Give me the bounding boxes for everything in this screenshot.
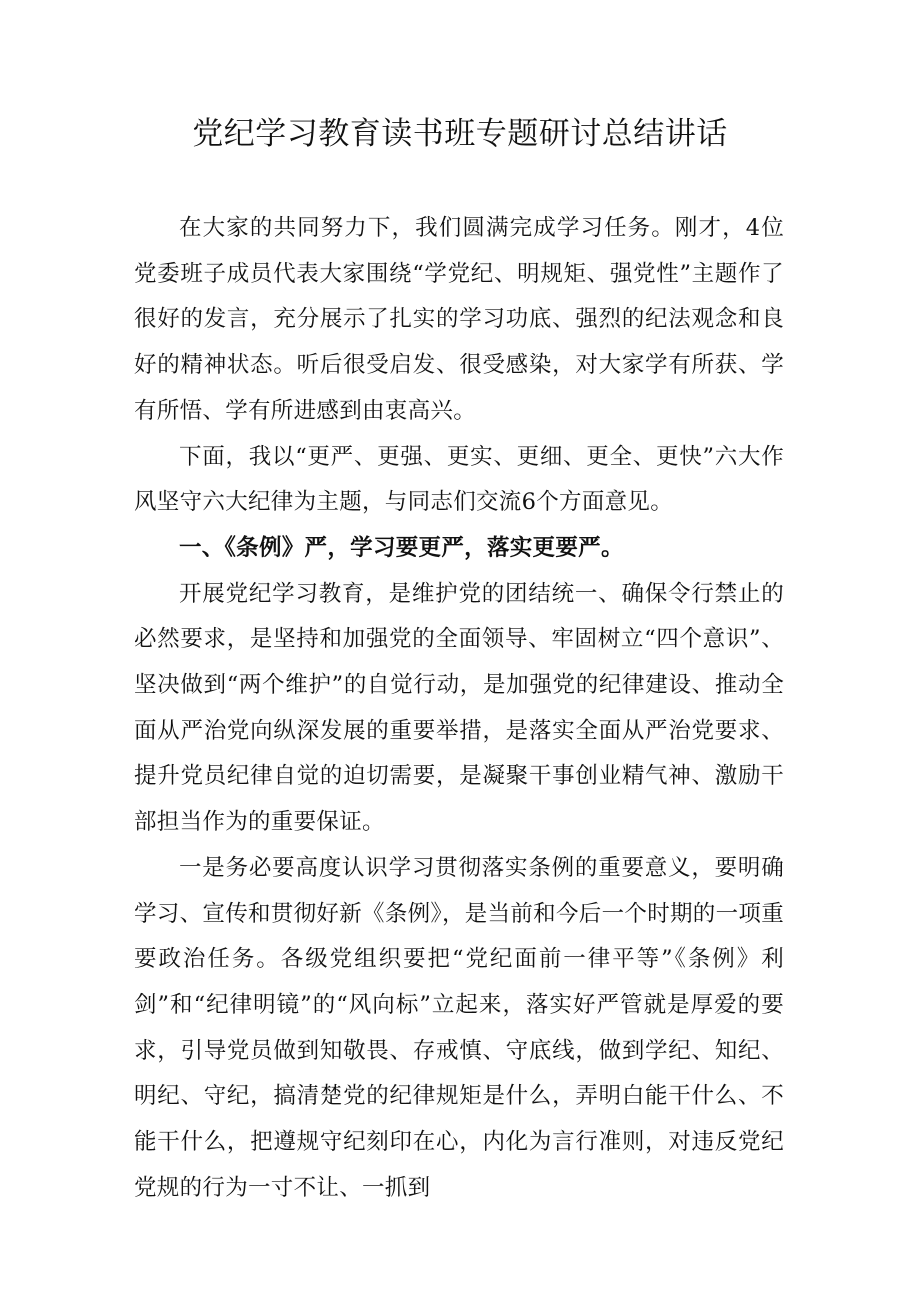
section-paragraph-1: 开展党纪学习教育，是维护党的团结统一、确保令行禁止的必然要求，是坚持和加强党的全面领导、牢固树立“四个意识”、坚决做到“两个维护”的自觉行动，是加强党的纪律建设、推动全面从严治党向纵深发展的重要举措，是落实全面从严治党要求、提升党员纪律自觉的迫切需要，是凝聚干事创业精气神、激励干部担当作为的重要保证。: [134, 580, 784, 836]
section-heading-1: 一、《条例》严，学习要更严，落实更要严。: [179, 534, 624, 561]
intro-paragraph-2: 下面，我以“更严、更强、更实、更细、更全、更快”六大作风坚守六大纪律为主题，与同志们交流6个方面意见。: [134, 443, 784, 516]
document-body: [134, 206, 784, 1211]
section-paragraph-2: 一是务必要高度认识学习贯彻落实条例的重要意义，要明确学习、宣传和贯彻好新《条例》，是当前和今后一个时期的一项重要政治任务。各级党组织要把“党纪面前一律平等”《条例》利剑”和“纪律明镜”的“风向标”立起来，落实好严管就是厚爱的要求，引导党员做到知敬畏、存戒慎、守底线，做到学纪、知纪、明纪、守纪，搞清楚党的纪律规矩是什么，弄明白能干什么、不能干什么，把遵规守纪刻印在心，内化为言行准则，对违反党纪党规的行为一寸不让、一抓到: [134, 854, 784, 1201]
intro-paragraph-1: 在大家的共同努力下，我们圆满完成学习任务。刚才，4位党委班子成员代表大家围绕“学党纪、明规矩、强党性”主题作了很好的发言，充分展示了扎实的学习功底、强烈的纪法观念和良好的精神状态。听后很受启发、很受感染，对大家学有所获、学有所悟、学有所进感到由衷高兴。: [134, 215, 784, 424]
document-title: 党纪学习教育读书班专题研讨总结讲话: [192, 116, 728, 152]
